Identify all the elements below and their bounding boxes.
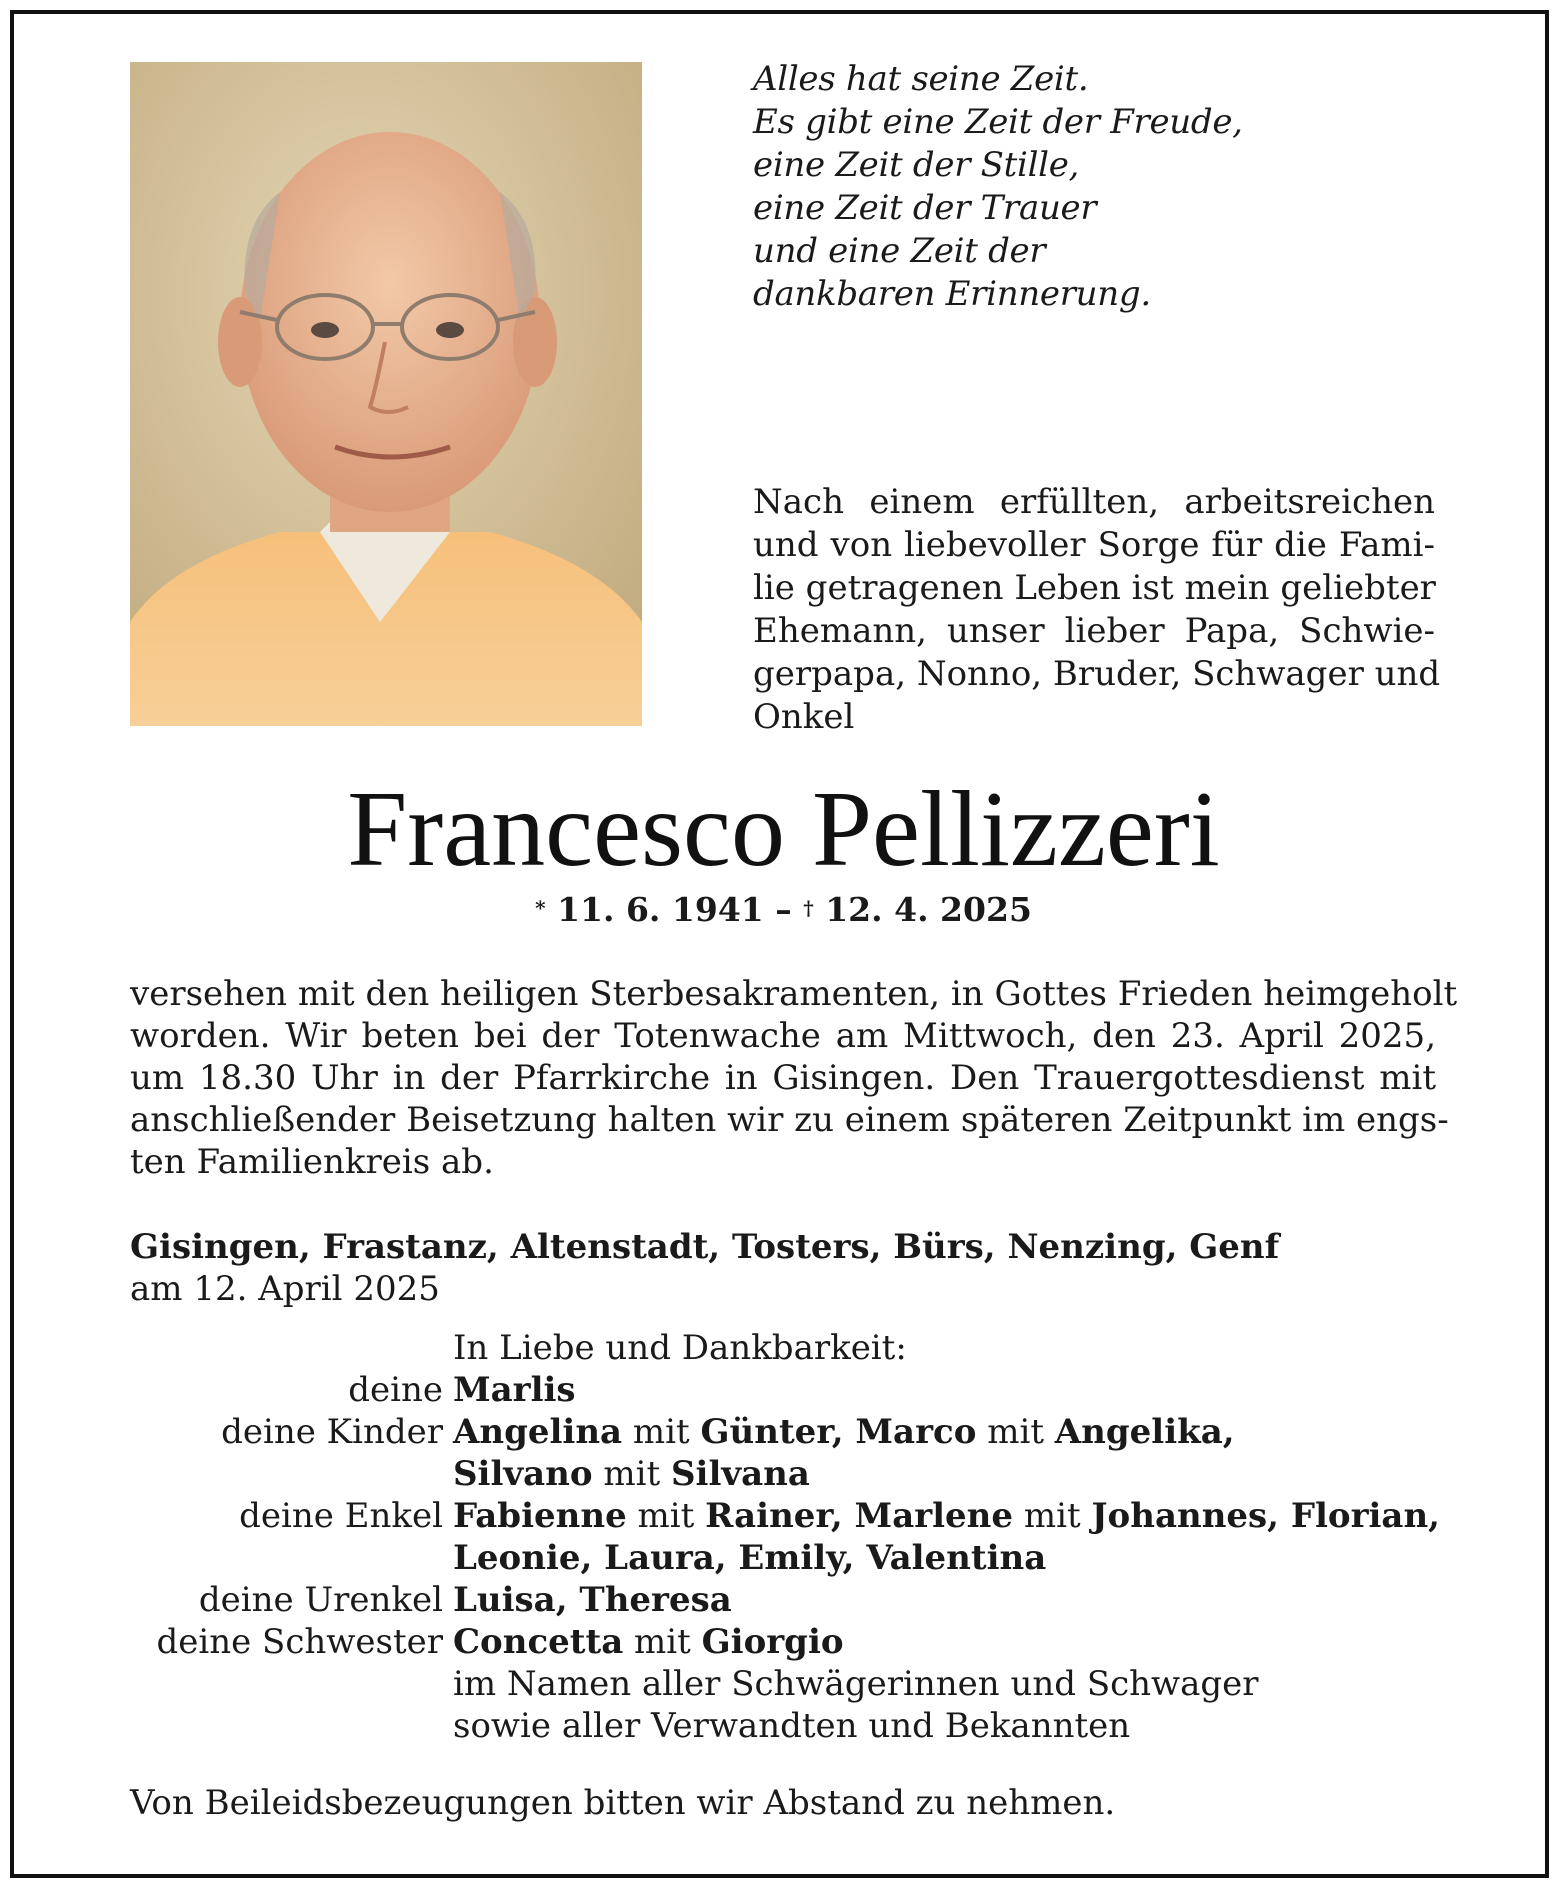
body-line: versehen mit den heiligen Sterbesakramenten, in Gottes Frieden heimgeholt — [130, 974, 1458, 1014]
poem — [753, 58, 1313, 316]
family-connector: im Namen aller Schwägerinnen und Schwager — [453, 1664, 1259, 1704]
family-connector: mit — [623, 1622, 702, 1662]
death-date: 12. 4. 2025 — [825, 890, 1032, 929]
family-members — [453, 1621, 844, 1663]
intro-paragraph — [753, 481, 1441, 739]
family-member-name: Angelina — [453, 1412, 623, 1452]
family-connector: mit — [626, 1496, 706, 1536]
family-members — [453, 1369, 576, 1411]
family-members — [453, 1537, 1046, 1579]
poem-line: dankbaren Erinnerung. — [753, 274, 1151, 314]
family-member-name: Günter, Marco — [700, 1412, 977, 1452]
family-row — [0, 1705, 1567, 1747]
family-relation-label: deine Enkel — [239, 1496, 443, 1536]
body-line: ten Familienkreis ab. — [130, 1142, 494, 1182]
life-dates — [0, 890, 1567, 934]
family-connector: mit — [1013, 1496, 1092, 1536]
family-member-name: Leonie, Laura, Emily, Valentina — [453, 1538, 1047, 1578]
portrait-photo — [130, 62, 642, 726]
family-row — [0, 1579, 1567, 1621]
family-member-name: Silvano — [453, 1454, 593, 1494]
poem-line: eine Zeit der Trauer — [753, 188, 1097, 228]
family-connector: sowie aller Verwandten und Bekannten — [453, 1706, 1131, 1746]
place-date: am 12. April 2025 — [130, 1269, 440, 1309]
family-connector: mit — [622, 1412, 701, 1452]
family-member-name: Silvana — [670, 1454, 810, 1494]
family-members — [453, 1495, 1440, 1537]
family-connector: mit — [976, 1412, 1055, 1452]
intro-line: Onkel — [753, 697, 855, 737]
birth-date: 11. 6. 1941 – — [557, 890, 792, 929]
family-member-name: Angelika, — [1054, 1412, 1235, 1452]
family-member-name: Fabienne — [453, 1496, 627, 1536]
body-line: worden. Wir beten bei der Totenwache am Mittwoch, den 23. April 2025, — [130, 1016, 1436, 1056]
poem-line: eine Zeit der Stille, — [753, 145, 1080, 185]
poem-line: Alles hat seine Zeit. — [753, 59, 1089, 99]
family-row — [0, 1621, 1567, 1663]
family-members — [453, 1663, 1259, 1705]
family-list — [0, 1327, 1567, 1747]
birth-symbol: * — [535, 896, 546, 920]
family-members — [453, 1453, 810, 1495]
family-member-name: Giorgio — [701, 1622, 844, 1662]
family-member-name: Marlis — [453, 1370, 576, 1410]
family-member-name: Concetta — [453, 1622, 624, 1662]
intro-line: gerpapa, Nonno, Bruder, Schwager und — [753, 654, 1441, 694]
family-relation-label: deine Kinder — [221, 1412, 443, 1452]
family-members — [453, 1579, 732, 1621]
family-row — [0, 1495, 1567, 1537]
family-relation-label: deine Schwester — [156, 1622, 443, 1662]
family-relation-label: deine — [348, 1370, 443, 1410]
family-row — [0, 1537, 1567, 1579]
family-member-name: Rainer, Marlene — [705, 1496, 1014, 1536]
intro-line: und von liebevoller Sorge für die Fami- — [753, 525, 1435, 565]
family-row — [0, 1369, 1567, 1411]
family-connector: mit — [592, 1454, 671, 1494]
family-members — [453, 1705, 1130, 1747]
family-member-name: Johannes, Florian, — [1091, 1496, 1441, 1536]
family-heading-row — [0, 1327, 1567, 1369]
family-row — [0, 1453, 1567, 1495]
intro-line: Ehemann, unser lieber Papa, Schwie- — [753, 611, 1435, 651]
family-row — [0, 1411, 1567, 1453]
body-line: um 18.30 Uhr in der Pfarrkirche in Gisingen. Den Trauergottesdienst mit — [130, 1058, 1436, 1098]
family-heading: In Liebe und Dankbarkeit: — [453, 1328, 907, 1368]
deceased-name: Francesco Pellizzeri — [347, 770, 1220, 889]
places-line: Gisingen, Frastanz, Altenstadt, Tosters, Bürs, Nenzing, Genf — [130, 1227, 1280, 1267]
intro-line: Nach einem erfüllten, arbeitsreichen — [753, 482, 1435, 522]
closing-note: Von Beileidsbezeugungen bitten wir Abstand zu nehmen. — [130, 1783, 1116, 1823]
announcement-paragraph — [130, 973, 1458, 1183]
family-relation-label: deine Urenkel — [198, 1580, 443, 1620]
portrait-illustration — [130, 62, 642, 726]
poem-line: Es gibt eine Zeit der Freude, — [753, 102, 1243, 142]
family-members — [453, 1411, 1235, 1453]
body-line: anschließender Beisetzung halten wir zu einem späteren Zeitpunkt im engs- — [130, 1100, 1449, 1140]
death-symbol: † — [803, 896, 814, 920]
family-member-name: Luisa, Theresa — [453, 1580, 732, 1620]
poem-line: und eine Zeit der — [753, 231, 1046, 271]
family-row — [0, 1663, 1567, 1705]
intro-line: lie getragenen Leben ist mein geliebter — [753, 568, 1436, 608]
